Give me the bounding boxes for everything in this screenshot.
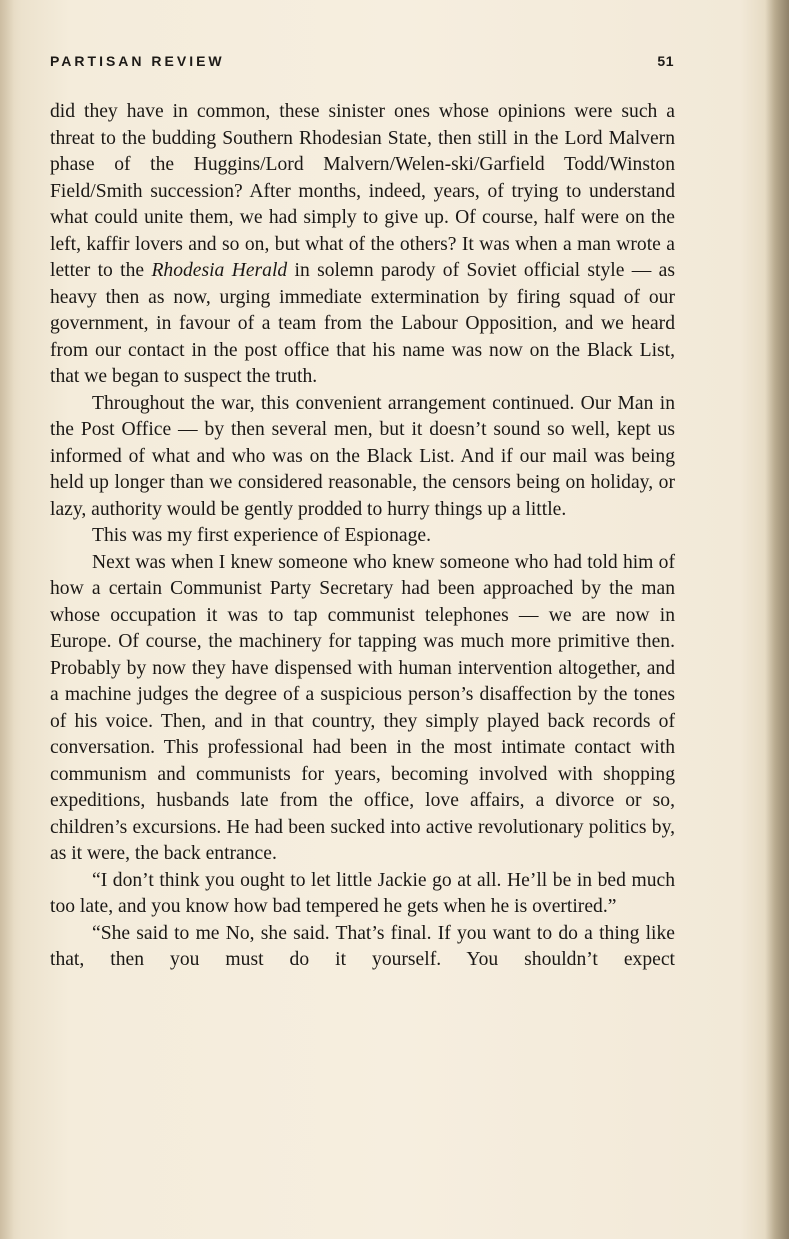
paragraph-4: Next was when I knew someone who knew someone who had told him of how a certain Communist Party Secretary had been approached by the man whose occupation it was to tap communist telephones — we are now in Europe. Of course, the machinery for tapping was much more primitive then. Probably by now they have dispensed with human intervention altogether, and a machine judges the degree of a suspicious person’s disaffection by the tones of his voice. Then, and in that country, they simply played back records of conversation. This professional had been in the most intimate contact with communism and communists for years, becoming involved with shopping expeditions, husbands late from the office, love affairs, a divorce or so, children’s excursions. He had been sucked into active revolutionary politics by, as it were, the back entrance. [50, 551, 675, 864]
page-number: 51 [657, 53, 674, 69]
paragraph-1-start: did they have in common, these sinister ones whose opinions were such a threat to the budding Southern Rhodesian State, then still in the Lord Malvern phase of the Huggins/Lord Malvern/Welen-ski/Garfield Todd/Winston Field/Smith succession? After months, indeed, years, of trying to understand what could unite them, we had simply to give up. Of course, half were on the left, kaffir lovers and so on, but what of the others? It was when a man wrote a letter to the [50, 101, 675, 281]
paragraph-2: Throughout the war, this convenient arrangement continued. Our Man in the Post Office — by then several men, but it doesn’t sound so well, kept us informed of what and who was on the Black List. And if our mail was being held up longer than we considered reasonable, the censors being on holiday, or lazy, authority would be gently prodded to hurry things up a little. [50, 392, 675, 520]
body-text [50, 99, 675, 974]
paragraph-5: “I don’t think you ought to let little Jackie go at all. He’ll be in bed much too late, and you know how bad tempered he gets when he is overtired.” [50, 869, 675, 917]
paragraph-1-end: in solemn parody of Soviet official style — as heavy then as now, urging immediate extermination by firing squad of our government, in favour of a team from the Labour Opposition, and we heard from our contact in the post office that his name was now on the Black List, that we began to suspect the truth. [50, 260, 675, 387]
paragraph-1 [50, 99, 675, 391]
paragraph-3: This was my first experience of Espionage. [92, 525, 431, 546]
newspaper-title: Rhodesia Herald [151, 260, 288, 281]
running-title: PARTISAN REVIEW [50, 53, 225, 69]
gutter-shadow [0, 0, 14, 1239]
page-header [50, 53, 674, 75]
paragraph-6: “She said to me No, she said. That’s final. If you want to do a thing like that, then you must do it yourself. You shouldn’t expect [50, 922, 675, 970]
